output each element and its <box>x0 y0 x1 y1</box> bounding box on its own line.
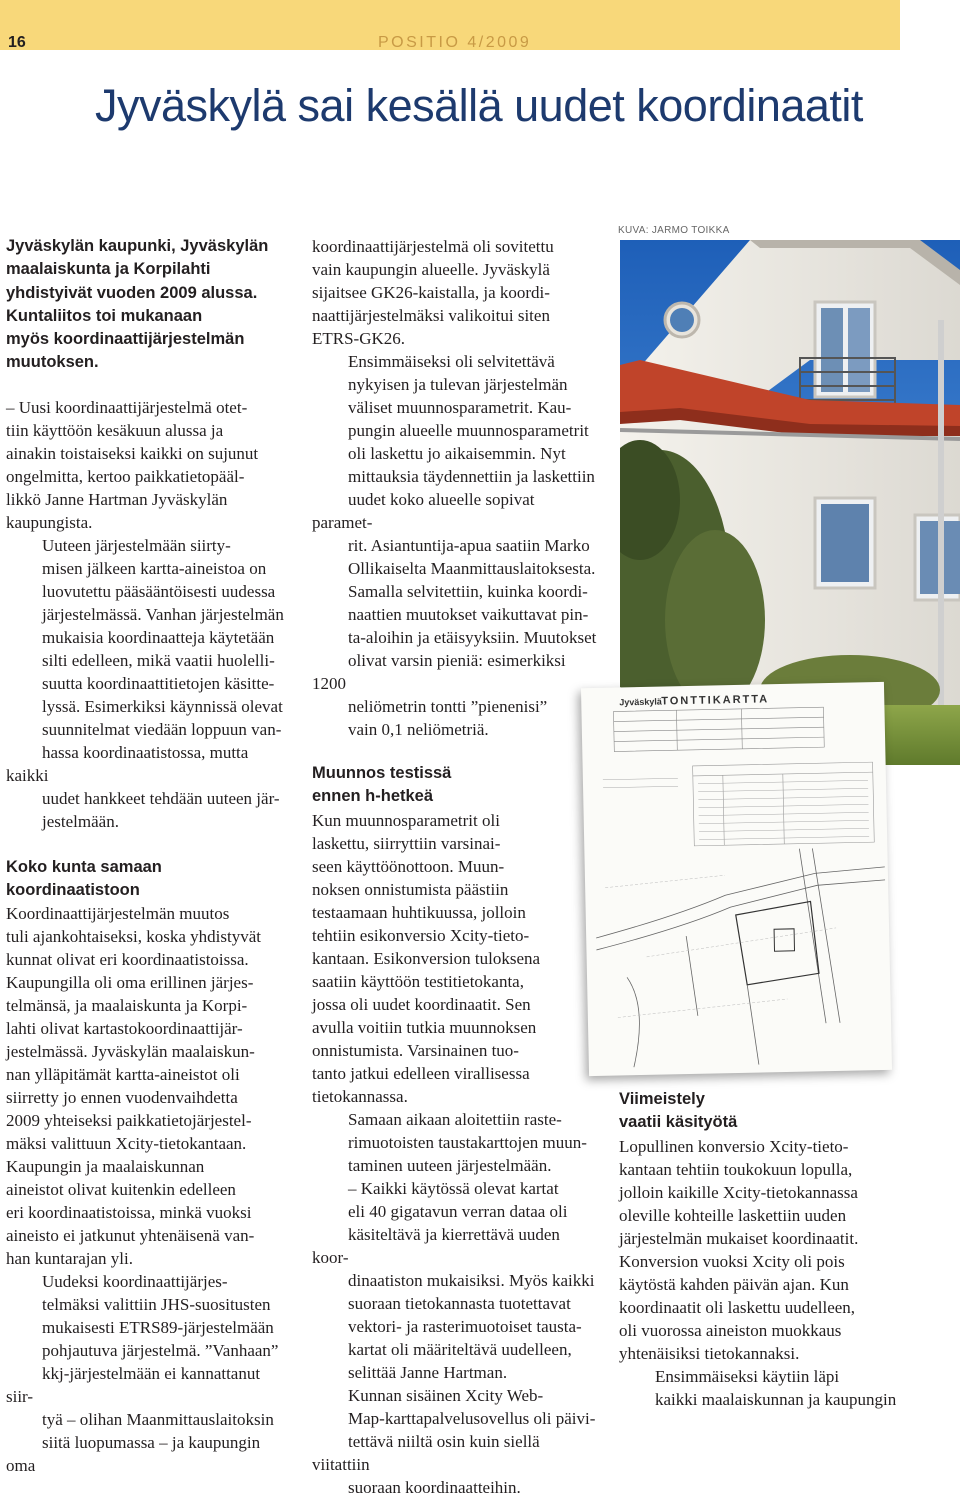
text-line: koordinaatit oli laskettu uudelleen, <box>619 1297 856 1317</box>
article-title: Jyväskylä sai kesällä uudet koordinaatit <box>95 80 863 131</box>
text-line: oli laskettu jo aikaisemmin. Nyt <box>348 444 566 463</box>
text-line: koordinaattijärjestelmä oli sovitettu <box>312 237 554 256</box>
text-line: 2009 yhteiseksi paikkatietojärjestel- <box>6 1111 252 1131</box>
paragraph <box>312 1384 597 1499</box>
text-line: siirretty jo ennen vuodenvaihdetta <box>6 1088 238 1108</box>
text-line: jestelmään. <box>42 811 119 831</box>
text-line: Kaupungin ja maalaiskunnan <box>6 1157 205 1177</box>
text-line: eri koordinaatistoissa, minkä vuoksi <box>6 1203 252 1223</box>
text-line: kunnat olivat eri koordinaatistoissa. <box>6 950 249 970</box>
magazine-issue: POSITIO 4/2009 <box>378 34 532 51</box>
text-line: Ollikaiselta Maanmittauslaitoksesta. <box>348 559 596 578</box>
text-line: muutoksen. <box>6 353 99 372</box>
text-line: rimuotoisten taustakarttojen muun- <box>348 1132 587 1152</box>
text-line: Konversion vuoksi Xcity oli pois <box>619 1251 845 1271</box>
text-line: suoraan koordinaatteihin. <box>348 1477 521 1497</box>
text-line: nykyisen ja tulevan järjestelmän <box>348 375 568 394</box>
text-line: maalaiskunta ja Korpilahti <box>6 260 211 279</box>
text-line: testaamaan huhtikuussa, jolloin <box>312 902 526 922</box>
text-line: Samalla selvitettiin, kuinka koordi- <box>348 582 588 601</box>
paragraph <box>6 534 291 833</box>
text-line: järjestelmässä. Vanhan järjestelmän <box>42 604 284 624</box>
text-line: Kun muunnosparametrit oli <box>312 810 500 830</box>
text-line: tuli ajankohtaiseksi, koska yhdistyvät <box>6 927 261 947</box>
text-line: pungin alueelle muunnosparametrit <box>348 421 589 440</box>
text-line: kartat oli määriteltävä uudelleen, <box>348 1339 572 1359</box>
text-line: tettävä niiltä osin kuin siellä viitattiin <box>312 1431 540 1474</box>
text-line: Kunnan sisäinen Xcity Web- <box>348 1385 544 1405</box>
text-line: jossa oli uudet koordinaatit. Sen <box>312 994 531 1014</box>
text-line: han kuntarajan yli. <box>6 1249 133 1269</box>
text-line: pohjautuva järjestelmä. ”Vanhaan” <box>42 1341 279 1361</box>
map-title: TONTTIKARTTA <box>661 693 770 708</box>
text-line: telmäksi valittiin JHS-suositusten <box>42 1295 271 1315</box>
text-line: aineisto ei jatkunut yhtenäisenä van- <box>6 1226 255 1246</box>
section-heading <box>6 856 291 903</box>
text-line: Uuteen järjestelmään siirty- <box>42 535 231 555</box>
text-line: tyä – olihan Maanmittauslaitoksin <box>42 1410 274 1430</box>
text-line: taminen uuteen järjestelmään. <box>348 1155 552 1175</box>
text-line: jestelmässä. Jyväskylän maalaiskun- <box>6 1042 255 1062</box>
text-line: luovutettu pääsääntöisesti uudessa <box>42 581 276 601</box>
paragraph <box>619 1135 909 1365</box>
text-line: ETRS-GK26. <box>312 329 406 348</box>
text-line: naattijärjestelmäksi valikoitui siten <box>312 306 550 325</box>
text-line: selittää Janne Hartman. <box>348 1362 508 1382</box>
text-line: Lopullinen konversio Xcity-tieto- <box>619 1136 849 1156</box>
lead-paragraph <box>6 235 291 375</box>
text-line: Ensimmäiseksi oli selvitettävä <box>348 352 555 371</box>
text-line: vain 0,1 neliömetriä. <box>348 720 489 739</box>
text-line: ongelmitta, kertoo paikkatietopääl- <box>6 466 245 486</box>
text-line: – Kaikki käytössä olevat kartat <box>348 1178 559 1198</box>
text-line: vaatii käsityötä <box>619 1113 738 1132</box>
page-number: 16 <box>8 34 26 51</box>
section-heading <box>312 762 597 809</box>
text-line: mittauksia täydennettiin ja laskettiin <box>348 467 595 486</box>
text-line: Map-karttapalvelusovellus oli päivi- <box>348 1408 596 1428</box>
text-line: rit. Asiantuntija-apua saatiin Marko <box>348 536 590 555</box>
text-line: ennen h-hetkeä <box>312 787 434 806</box>
text-line: olivat varsin pieniä: esimerkiksi 1200 <box>312 651 566 693</box>
column-2 <box>312 235 597 1499</box>
text-line: neliömetrin tontti ”pienenisi” <box>348 697 548 716</box>
text-line: Koordinaattijärjestelmän muutos <box>6 904 230 924</box>
text-line: tehtiin esikonversio Xcity-tieto- <box>312 925 530 945</box>
text-line: järjestelmän mukaiset koordinaatit. <box>619 1228 859 1248</box>
text-line: ainakin toistaiseksi kaikki on sujunut <box>6 443 259 463</box>
text-line: silti edelleen, mikä vaatii huolelli- <box>42 650 275 670</box>
text-line: hassa koordinaatistossa, mutta kaikki <box>6 742 249 785</box>
text-line: tietokannassa. <box>312 1086 408 1106</box>
text-line: ta-aloihin ja etäisyyksiin. Muutokset <box>348 628 597 647</box>
map-logo: Jyväskylä <box>619 696 662 708</box>
text-line: laskettu, siirryttiin varsinai- <box>312 833 501 853</box>
text-line: kantaan. Esikonversion tuloksena <box>312 948 541 968</box>
text-line: vektori- ja rasterimuotoiset tausta- <box>348 1316 582 1336</box>
text-line: Viimeistely <box>619 1090 705 1108</box>
text-line: uudet hankkeet tehdään uuteen jär- <box>42 788 280 808</box>
column-1 <box>6 235 291 1477</box>
text-line: yhtenäisiksi tietokannaksi. <box>619 1343 800 1363</box>
text-line: saatiin käyttöön testitietokanta, <box>312 971 524 991</box>
text-line: aineistot olivat kuitenkin edelleen <box>6 1180 236 1200</box>
text-line: Kuntaliitos toi mukanaan <box>6 306 203 325</box>
text-line: eli 40 gigatavun verran dataa oli <box>348 1201 568 1221</box>
text-line: yhdistyivät vuoden 2009 alussa. <box>6 283 258 302</box>
text-line: naattien muutokset vaikuttavat pin- <box>348 605 589 624</box>
paragraph <box>312 1177 597 1384</box>
text-line: onnistumista. Varsinainen tuo- <box>312 1040 519 1060</box>
text-line: vain kaupungin alueelle. Jyväskylä <box>312 260 550 279</box>
text-line: siitä luopumassa – ja kaupungin oma <box>6 1433 261 1476</box>
text-line: sijaitsee GK26-kaistalla, ja koordi- <box>312 283 550 302</box>
text-line: Ensimmäiseksi käytiin läpi <box>655 1366 840 1386</box>
paragraph <box>312 809 597 1108</box>
paragraph <box>312 350 597 741</box>
text-line: Koko kunta samaan <box>6 857 162 876</box>
text-line: väliset muunnosparametrit. Kau- <box>348 398 572 417</box>
text-line: Uudeksi koordinaattijärjes- <box>42 1272 228 1292</box>
text-line: mukaisesti ETRS89-järjestelmään <box>42 1318 274 1338</box>
text-line: lahti olivat kartastokoordinaattijär- <box>6 1019 243 1039</box>
paragraph <box>619 1365 909 1411</box>
text-line: myös koordinaattijärjestelmän <box>6 330 245 349</box>
text-line: nan ylläpitämät kartta-aineistot oli <box>6 1065 240 1085</box>
text-line: käytöstä kahden päivän ajan. Kun <box>619 1274 849 1294</box>
section-heading <box>619 1088 909 1135</box>
paragraph <box>312 235 597 350</box>
text-line: tanto jatkui edelleen virallisessa <box>312 1063 530 1083</box>
text-line: oli vuorossa aineiston muokkaus <box>619 1320 842 1340</box>
text-line: tiin käyttöön kesäkuun alussa ja <box>6 420 224 440</box>
text-line: kaikki maalaiskunnan ja kaupungin <box>655 1389 897 1409</box>
photo-credit: KUVA: JARMO TOIKKA <box>618 225 730 236</box>
text-line: oleville kohteille laskettiin uuden <box>619 1205 847 1225</box>
text-line: koordinaatistoon <box>6 881 140 900</box>
text-line: uudet koko alueelle sopivat paramet- <box>312 490 535 532</box>
text-line: mukaisia koordinaatteja käytetään <box>42 627 275 647</box>
paragraph <box>6 396 291 534</box>
text-line: – Uusi koordinaattijärjestelmä otet- <box>6 397 248 417</box>
text-line: kantaan tehtiin toukokuun lopulla, <box>619 1159 853 1179</box>
column-3 <box>619 1088 909 1411</box>
text-line: käsiteltävä ja kierrettävä uuden koor- <box>312 1224 560 1267</box>
text-line: kkj-järjestelmään ei kannattanut siir- <box>6 1364 261 1407</box>
text-line: telmänsä, ja maalaiskunta ja Korpi- <box>6 996 248 1016</box>
paragraph <box>312 1108 597 1177</box>
text-line: Samaan aikaan aloitettiin raste- <box>348 1109 562 1129</box>
text-line: noksen onnistumista päästiin <box>312 879 509 899</box>
text-line: misen jälkeen kartta-aineistoa on <box>42 558 267 578</box>
text-line: avulla voitiin tutkia muunnoksen <box>312 1017 537 1037</box>
text-line: suutta koordinaattitietojen käsitte- <box>42 673 275 693</box>
text-line: mäksi valittuun Xcity-tietokantaan. <box>6 1134 247 1154</box>
text-line: jolloin kaikille Xcity-tietokannassa <box>619 1182 858 1202</box>
text-line: suunnitelmat viedään loppuun van- <box>42 719 282 739</box>
paragraph <box>6 1270 291 1477</box>
paragraph <box>6 902 291 1270</box>
text-line: Kaupungilla oli oma erillinen järjes- <box>6 973 254 993</box>
text-line: dinaatiston mukaisiksi. Myös kaikki <box>348 1270 595 1290</box>
text-line: likkö Janne Hartman Jyväskylän <box>6 489 228 509</box>
text-line: suoraan tietokannasta tuotettavat <box>348 1293 571 1313</box>
text-line: kaupungista. <box>6 512 93 532</box>
text-line: Muunnos testissä <box>312 764 452 782</box>
text-line: Jyväskylän kaupunki, Jyväskylän <box>6 237 269 255</box>
plot-map-card <box>581 682 892 1076</box>
text-line: seen käyttöönottoon. Muun- <box>312 856 505 876</box>
text-line: lyssä. Esimerkiksi käynnissä olevat <box>42 696 283 716</box>
